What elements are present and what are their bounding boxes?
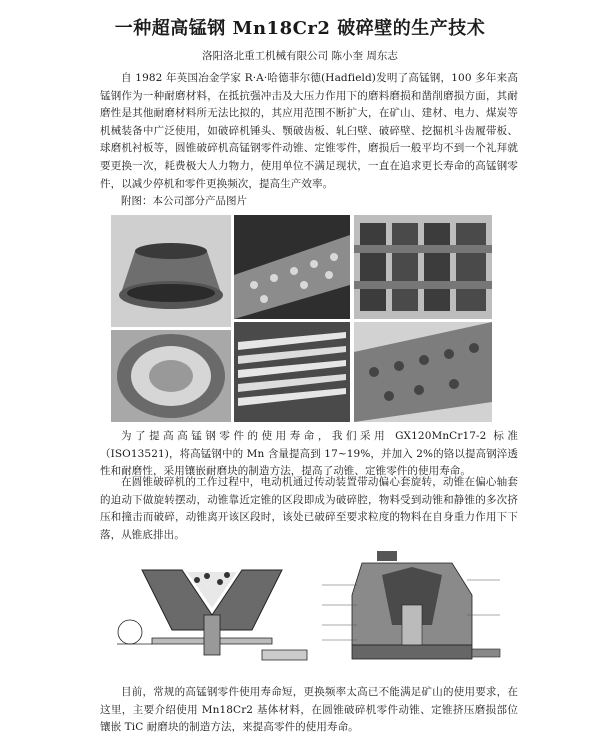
intro-paragraph: 自 1982 年英国冶金学家 R·A·哈德菲尔德(Hadfield)发明了高锰钢，100 多年来高锰钢作为一种耐磨材料，在抵抗强冲击及大压力作用下的磨料磨损和凿削磨损方面，其耐磨性是其他耐磨材料所无法比拟的，其应用范围不断扩大，在矿山、建材、电力、煤炭等机械装备中广泛使用，如破碎机锤头、颚破齿板、轧臼壁、破碎壁、挖掘机斗齿履带板、球磨机衬板等，圆锥破碎机高锰钢零件动锥、定锥零件，磨损后一般平均不到一个礼拜就要更换一次，耗费极大人力物力，使用单位不满足现状，一直在追求更长寿命的高锰钢零件，以减少停机和零件更换频次，提高生产效率。 <box>100 72 518 190</box>
crusher-section-diagram <box>322 545 502 670</box>
photo-teeth-bars <box>234 322 350 422</box>
photo-liner-plate <box>354 322 492 422</box>
photo-track-shoes <box>354 215 492 319</box>
article-title: 一种超高锰钢 Mn18Cr2 破碎壁的生产技术 <box>114 18 486 39</box>
body-paragraph-2: 为了提高高锰钢零件的使用寿命，我们采用 GX120MnCr17-2 标准（ISO13521)，将高锰钢中的 Mn 含量提高到 17~19%，并加入 2%的铬以提高钢淬透性和耐磨性，采用镶嵌耐磨块的制造方法，提高了动锥、定锥零件的使用寿命。 <box>100 430 518 478</box>
figure-caption: 附图：本公司部分产品图片 <box>121 195 247 207</box>
photo-concave-ring <box>111 215 231 327</box>
article-authors: 洛阳洛北重工机械有限公司 陈小奎 周东志 <box>202 50 398 62</box>
body-paragraph-3: 在圆锥破碎机的工作过程中，电动机通过传动装置带动偏心套旋转，动锥在偏心轴套的迫动下做旋转摆动，动锥靠近定锥的区段即成为破碎腔，物料受到动锥和静锥的多次挤压和撞击而破碎，动锥离开该区段时，该处已破碎至要求粒度的物料在自身重力作用下下落，从锥底排出。 <box>100 476 518 541</box>
photo-mantle-rollers <box>234 215 350 319</box>
body-paragraph-4: 目前，常规的高锰钢零件使用寿命短，更换频率太高已不能满足矿山的使用要求，在这里，主要介绍使用 Mn18Cr2 基体材料，在圆锥破碎机零件动锥、定锥挤压磨损部位镶嵌 TiC 耐磨块的制造方法，来提高零件的使用寿命。 <box>100 686 518 734</box>
photo-concave-bowl <box>111 330 231 422</box>
crusher-chamber-diagram <box>112 560 312 664</box>
